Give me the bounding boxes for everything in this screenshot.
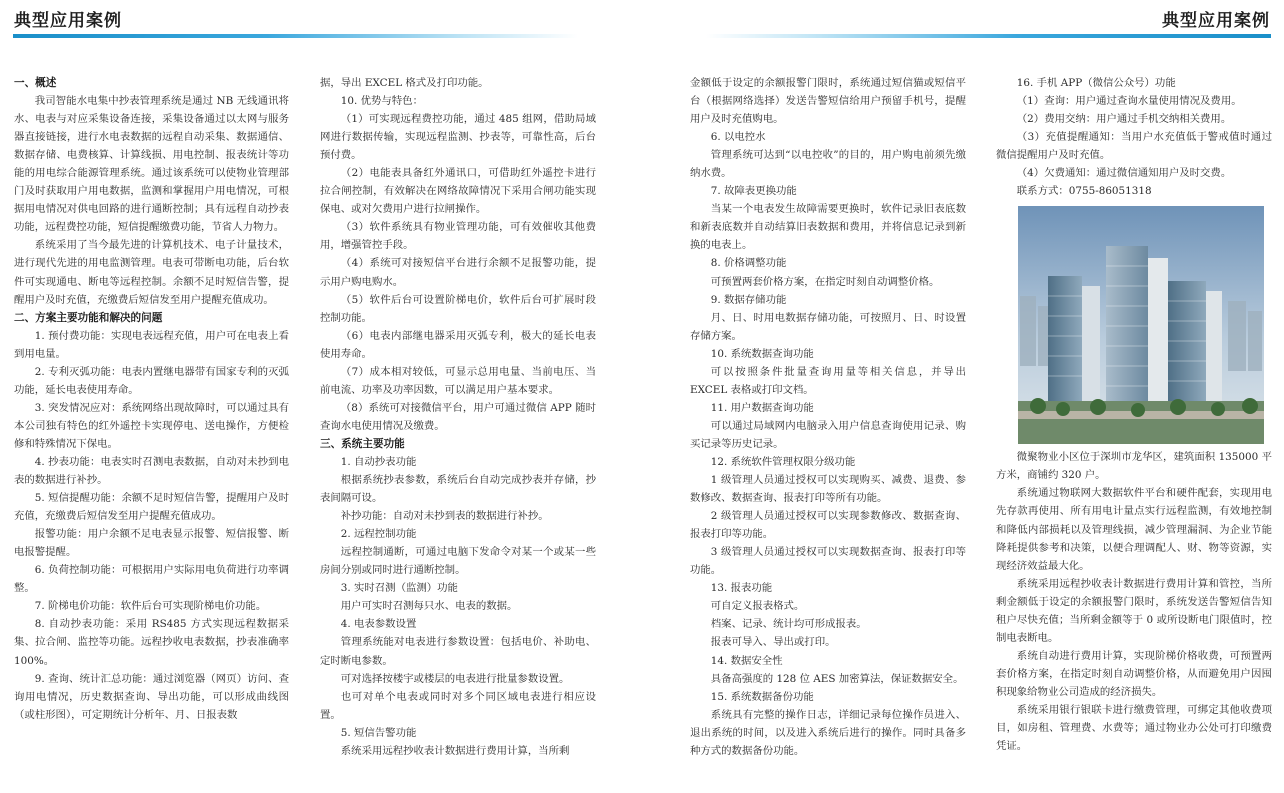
body-paragraph: 可以按照条件批量查询用量等相关信息，并导出 EXCEL 表格或打印文档。 bbox=[690, 365, 966, 396]
text-column-4 bbox=[996, 74, 1272, 755]
body-paragraph: 12. 系统软件管理权限分级功能 bbox=[710, 455, 856, 468]
body-paragraph: 系统自动进行费用计算，实现阶梯价格收费，可预置两套价格方案，在指定时刻自动调整价格，从而避免用户因囤积现象给物业公司造成的经济损失。 bbox=[996, 649, 1272, 698]
body-paragraph: 系统采用了当今最先进的计算机技术、电子计量技术，进行现代先进的用电监测管理。电表可带断电功能，后台软件可实现通电、断电等远程控制。余额不足时短信告警，提醒用户及时充值，充缴费后短信发至用户提醒充值成功。 bbox=[14, 239, 289, 306]
body-paragraph: （4）欠费通知：通过微信通知用户及时交费。 bbox=[1016, 167, 1232, 180]
body-paragraph: 2. 远程控制功能 bbox=[340, 528, 417, 541]
text-column-2 bbox=[320, 74, 596, 760]
body-paragraph: 月、日、时用电数据存储功能，可按照月、日、时设置存储方案。 bbox=[690, 311, 966, 342]
body-paragraph: 具备高强度的 128 位 AES 加密算法，保证数据安全。 bbox=[710, 672, 964, 685]
body-paragraph: 1 级管理人员通过授权可以实现购买、减费、退费、参数修改、数据查询、报表打印等所有功能。 bbox=[690, 474, 966, 505]
body-paragraph: （4）系统可对接短信平台进行余额不足报警功能，提示用户购电购水。 bbox=[320, 257, 596, 288]
body-paragraph: 系统具有完整的操作日志，详细记录每位操作员进入、退出系统的时间，以及进入系统后进行的操作。同时具备多种方式的数据备份功能。 bbox=[690, 708, 966, 757]
body-paragraph: 6. 负荷控制功能：可根据用户实际用电负荷进行功率调整。 bbox=[14, 564, 289, 595]
body-paragraph: 10. 系统数据查询功能 bbox=[710, 347, 814, 360]
body-paragraph: 7. 阶梯电价功能：软件后台可实现阶梯电价功能。 bbox=[34, 600, 267, 613]
body-paragraph: 可以通过局域网内电脑录入用户信息查询使用记录、购买记录等历史记录。 bbox=[690, 419, 966, 450]
body-paragraph: 系统采用远程抄收表计数据进行费用计算，当所剩 bbox=[340, 744, 570, 757]
body-paragraph: 4. 电表参数设置 bbox=[340, 618, 417, 631]
body-paragraph: 3. 突发情况应对：系统网络出现故障时，可以通过具有本公司独有特色的红外遥控卡实现停电、送电操作，方便检修和特殊情况下保电。 bbox=[14, 401, 289, 450]
body-paragraph: 10. 优势与特色： bbox=[340, 95, 423, 108]
project-description-block bbox=[996, 448, 1272, 755]
body-paragraph: 13. 报表功能 bbox=[710, 582, 773, 595]
body-paragraph: （5）软件后台可设置阶梯电价，软件后台可扩展时段控制功能。 bbox=[320, 293, 596, 324]
body-paragraph: （2）费用交纳：用户通过手机交纳相关费用。 bbox=[1016, 113, 1232, 126]
section-heading: 二、方案主要功能和解决的问题 bbox=[14, 311, 163, 324]
body-paragraph: 远程控制通断，可通过电脑下发命令对某一个或某一些房间分别或同时进行通断控制。 bbox=[320, 546, 596, 577]
body-paragraph: 14. 数据安全性 bbox=[710, 654, 783, 667]
body-paragraph: 8. 价格调整功能 bbox=[710, 257, 787, 270]
body-paragraph: （8）系统可对接微信平台，用户可通过微信 APP 随时查询水电使用情况及缴费。 bbox=[320, 401, 596, 432]
body-paragraph: 系统通过物联网大数据软件平台和硬件配套，实现用电先存款再使用、所有用电计量点实行远程监测，有效地控制和降低内部损耗以及管理线损，减少管理漏洞、为企业节能降耗提供参考和决策，以便合理调配人、财、物等资源，实现经济效益最大化。 bbox=[996, 487, 1272, 572]
body-paragraph: 可自定义报表格式。 bbox=[710, 600, 805, 613]
page-header-left: 典型应用案例 bbox=[14, 11, 122, 31]
body-paragraph: 2. 专利灭弧功能：电表内置继电器带有国家专利的灭弧功能，延长电表使用寿命。 bbox=[14, 365, 289, 396]
body-paragraph: （3）软件系统具有物业管理功能，可有效催收其他费用，增强管控手段。 bbox=[320, 221, 596, 252]
body-paragraph: 4. 抄表功能：电表实时召测电表数据，自动对未抄到电表的数据进行补抄。 bbox=[14, 455, 289, 487]
body-paragraph: （1）查询：用户通过查询水量使用情况及费用。 bbox=[1016, 95, 1242, 108]
body-paragraph: 联系方式：0755-86051318 bbox=[1016, 185, 1152, 198]
body-paragraph: 当某一个电表发生故障需要更换时，软件记录旧表底数和新表底数并自动结算旧表数据和费用，并将信息记录到新换的电表上。 bbox=[690, 203, 966, 252]
body-paragraph: 9. 数据存储功能 bbox=[710, 293, 787, 306]
body-paragraph: 也可对单个电表或同时对多个同区域电表进行相应设置。 bbox=[320, 690, 596, 721]
body-paragraph: （3）充值提醒通知：当用户水充值低于警戒值时通过微信提醒用户及时充值。 bbox=[996, 131, 1272, 162]
body-paragraph: 根据系统抄表参数，系统后台自动完成抄表并存储，抄表间隔可设。 bbox=[320, 474, 596, 505]
text-column-1 bbox=[14, 74, 289, 724]
body-paragraph: 用户可实时召测每只水、电表的数据。 bbox=[340, 600, 518, 613]
body-paragraph: 1. 预付费功能：实现电表远程充值，用户可在电表上看到用电量。 bbox=[14, 329, 289, 360]
body-paragraph: 管理系统可达到“以电控收”的目的，用户购电前须先缴纳水费。 bbox=[690, 149, 966, 180]
body-paragraph: 我司智能水电集中抄表管理系统是通过 NB 无线通讯将水、电表与对应采集设备连接，采集设备通过以太网与服务器直接链接，进行水电表数据的远程自动采集、数据通信、数据存储、电费核算、计算线损、用电控制、报表统计等功能的用电综合能源管理系统。通过该系统可以使物业管理部门及时获取用户用电数据，监测和掌握用户用电情况，可根据用电情况对供电回路的进行通断控制；具有远程自动抄表功能，远程费控功能，短信提醒缴费功能，节省人力物力。 bbox=[14, 95, 289, 234]
body-paragraph: 可对选择按楼宇或楼层的电表进行批量参数设置。 bbox=[340, 672, 570, 685]
body-paragraph: 2 级管理人员通过授权可以实现参数修改、数据查询、报表打印等功能。 bbox=[690, 510, 966, 541]
body-paragraph: 微聚物业小区位于深圳市龙华区，建筑面积 135000 平方米，商铺约 320 户。 bbox=[996, 451, 1272, 482]
body-paragraph: 15. 系统数据备份功能 bbox=[710, 690, 814, 703]
body-paragraph: 系统采用远程抄收表计数据进行费用计算和管控，当所剩金额低于设定的余额报警门限时，系统发送告警短信告知租户尽快充值；当所剩金额等于 0 或所设断电门限值时，控制电表断电。 bbox=[996, 577, 1272, 644]
body-paragraph: 5. 短信告警功能 bbox=[340, 726, 417, 739]
body-paragraph: 补抄功能：自动对未抄到表的数据进行补抄。 bbox=[340, 510, 549, 523]
body-paragraph: 3. 实时召测（监测）功能 bbox=[340, 582, 458, 595]
section-heading: 一、概述 bbox=[14, 77, 57, 89]
building-photo bbox=[1018, 206, 1264, 444]
continued-paragraph: 据，导出 EXCEL 格式及打印功能。 bbox=[320, 77, 489, 89]
body-paragraph: 6. 以电控水 bbox=[710, 131, 766, 144]
body-paragraph: 9. 查询、统计汇总功能：通过浏览器（网页）访问、查询用电情况，历史数据查询、导出功能，可以形成曲线图（或柱形图），可定期统计分析年、月、日报表数 bbox=[14, 672, 289, 721]
body-paragraph: （6）电表内部继电器采用灭弧专利，极大的延长电表使用寿命。 bbox=[320, 329, 596, 360]
body-paragraph: 报表可导入、导出或打印。 bbox=[710, 636, 836, 649]
body-paragraph: 报警功能：用户余额不足电表显示报警、短信报警、断电报警提醒。 bbox=[14, 528, 289, 559]
body-paragraph: （1）可实现远程费控功能，通过 485 组网，借助局域网进行数据传输，实现远程监测、抄表等，可靠性高，后台预付费。 bbox=[320, 113, 596, 162]
app-features-block bbox=[996, 74, 1272, 200]
body-paragraph: 系统采用银行银联卡进行缴费管理，可绑定其他收费项目，如房租、管理费、水费等；通过物业办公处可打印缴费凭证。 bbox=[996, 703, 1272, 753]
section-heading: 三、系统主要功能 bbox=[320, 437, 405, 450]
body-paragraph: （7）成本相对较低，可显示总用电量、当前电压、当前电流、功率及功率因数，可以满足用户基本要求。 bbox=[320, 365, 596, 396]
body-paragraph: 管理系统能对电表进行参数设置：包括电价、补助电、定时断电参数。 bbox=[320, 636, 596, 667]
body-paragraph: 1. 自动抄表功能 bbox=[340, 455, 417, 468]
body-paragraph: 可预置两套价格方案，在指定时刻自动调整价格。 bbox=[710, 275, 940, 288]
header-divider-right bbox=[706, 34, 1271, 38]
body-paragraph: 档案、记录、统计均可形成报表。 bbox=[710, 618, 867, 631]
body-paragraph: 16. 手机 APP（微信公众号）功能 bbox=[1016, 77, 1176, 89]
body-paragraph: 11. 用户数据查询功能 bbox=[710, 401, 814, 414]
body-paragraph: （2）电能表具备红外通讯口，可借助红外遥控卡进行拉合闸控制，有效解决在网络故障情况下采用合闸功能实现保电、或对欠费用户进行拉闸操作。 bbox=[320, 167, 596, 216]
continued-paragraph: 金额低于设定的余额报警门限时，系统通过短信猫或短信平台（根据网络选择）发送告警短信给用户预留手机号，提醒用户及时充值购电。 bbox=[690, 77, 966, 126]
header-divider-left bbox=[13, 34, 578, 38]
body-paragraph: 3 级管理人员通过授权可以实现数据查询、报表打印等功能。 bbox=[690, 546, 966, 577]
text-column-3 bbox=[690, 74, 966, 760]
page-header-right: 典型应用案例 bbox=[1162, 11, 1270, 31]
body-paragraph: 8. 自动抄表功能：采用 RS485 方式实现远程数据采集、拉合闸、监控等功能。远程抄收电表数据，抄表准确率 100%。 bbox=[14, 618, 289, 667]
body-paragraph: 7. 故障表更换功能 bbox=[710, 185, 797, 198]
body-paragraph: 5. 短信提醒功能：余额不足时短信告警，提醒用户及时充值，充缴费后短信发至用户提醒充值成功。 bbox=[14, 492, 289, 523]
